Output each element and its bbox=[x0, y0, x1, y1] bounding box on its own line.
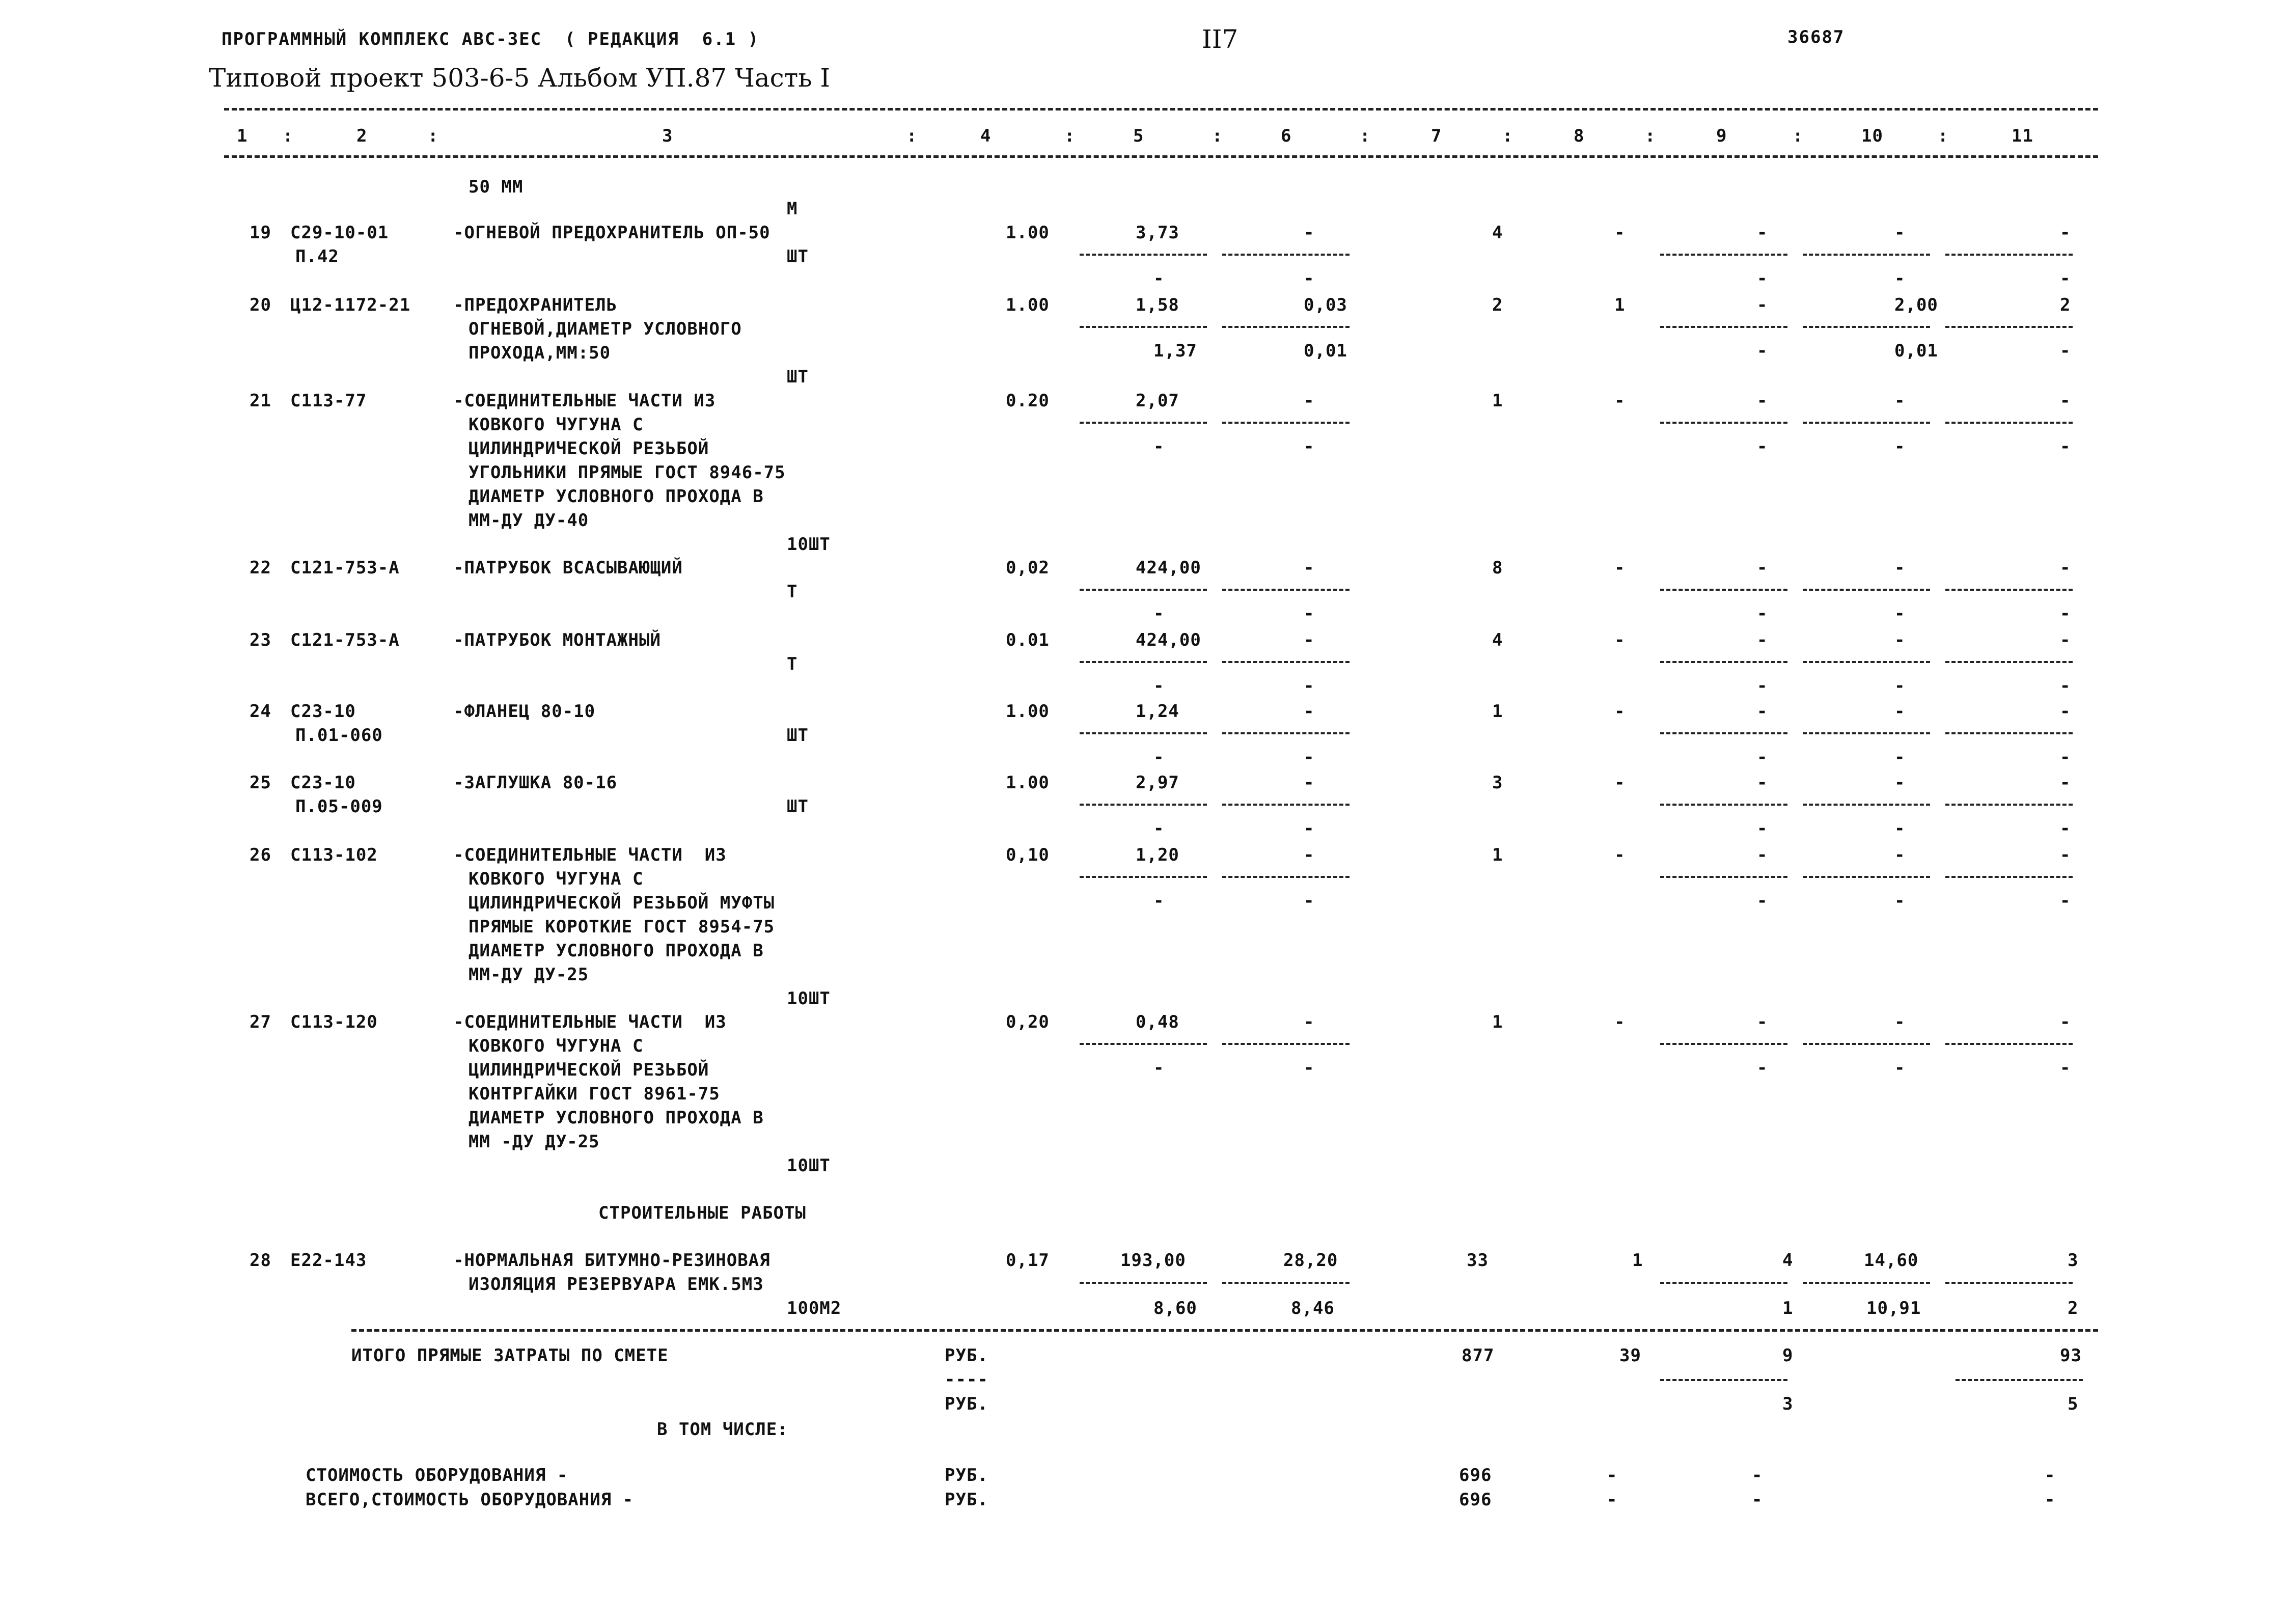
row-c6: - bbox=[1304, 223, 1315, 243]
row-code: С23-10 bbox=[290, 773, 356, 793]
separator bbox=[1803, 589, 1930, 591]
totals-currency: РУБ. bbox=[945, 1394, 988, 1414]
row-sub-c10: - bbox=[1894, 747, 1906, 767]
row-c7: 33 bbox=[1467, 1250, 1489, 1271]
col-header-5: 5 bbox=[1133, 126, 1144, 146]
separator bbox=[1080, 804, 1207, 806]
row-sub-c9: - bbox=[1757, 603, 1768, 624]
col-sep: : bbox=[1212, 126, 1223, 146]
row-description-line: ЦИЛИНДРИЧЕСКОЙ РЕЗЬБОЙ bbox=[469, 1060, 709, 1080]
row-unit: 10ШТ bbox=[787, 1155, 831, 1176]
row-description-line: ПРЯМЫЕ КОРОТКИЕ ГОСТ 8954-75 bbox=[469, 917, 775, 937]
row-description-line: -СОЕДИНИТЕЛЬНЫЕ ЧАСТИ ИЗ bbox=[453, 1012, 727, 1032]
separator bbox=[1222, 422, 1350, 424]
row-sub-c10: - bbox=[1894, 676, 1906, 696]
row-sub-c10: - bbox=[1894, 268, 1906, 289]
row-c5: 424,00 bbox=[1136, 558, 1201, 578]
row-sub-c11: - bbox=[2060, 747, 2071, 767]
row-c8: - bbox=[1614, 391, 1626, 411]
document-code: 36687 bbox=[1787, 27, 1845, 47]
separator bbox=[1945, 876, 2073, 878]
col-header-11: 11 bbox=[2012, 126, 2033, 146]
totals-sub-c11: 5 bbox=[2068, 1394, 2079, 1414]
row-sub-c9: - bbox=[1757, 891, 1768, 911]
row-description-line: ММ-ДУ ДУ-40 bbox=[469, 510, 589, 531]
row-c5: 1,58 bbox=[1136, 295, 1179, 315]
separator bbox=[1080, 1043, 1207, 1045]
row-c8: - bbox=[1614, 845, 1626, 865]
row-c11: 3 bbox=[2068, 1250, 2079, 1271]
row-description-line: -ПРЕДОХРАНИТЕЛЬ bbox=[453, 295, 618, 315]
row-unit: Т bbox=[787, 582, 798, 602]
separator bbox=[1660, 1379, 1787, 1381]
row-sub-c11: 2 bbox=[2068, 1298, 2079, 1318]
row-description-line: ЦИЛИНДРИЧЕСКОЙ РЕЗЬБОЙ МУФТЫ bbox=[469, 893, 775, 913]
separator bbox=[1803, 732, 1930, 734]
row-qty: 0,17 bbox=[1006, 1250, 1050, 1271]
row-c11: - bbox=[2060, 223, 2071, 243]
row-c7: 1 bbox=[1492, 701, 1503, 722]
row-c10: - bbox=[1894, 1012, 1906, 1032]
row-c8: 1 bbox=[1614, 295, 1626, 315]
separator bbox=[1803, 804, 1930, 806]
row-c7: 4 bbox=[1492, 630, 1503, 650]
row-c6: - bbox=[1304, 701, 1315, 722]
row-c7: 1 bbox=[1492, 845, 1503, 865]
row-sub-c10: 0,01 bbox=[1894, 341, 1938, 361]
row-c7: 8 bbox=[1492, 558, 1503, 578]
row-sub-c5: 1,37 bbox=[1153, 341, 1197, 361]
row-qty: 1.00 bbox=[1006, 773, 1050, 793]
separator bbox=[1080, 589, 1207, 591]
row-description-line: ИЗОЛЯЦИЯ РЕЗЕРВУАРА ЕМК.5М3 bbox=[469, 1274, 764, 1295]
row-description-line: -ЗАГЛУШКА 80-16 bbox=[453, 773, 618, 793]
row-c10: - bbox=[1894, 558, 1906, 578]
row-description-line: ДИАМЕТР УСЛОВНОГО ПРОХОДА В bbox=[469, 1108, 764, 1128]
col-sep: : bbox=[1938, 126, 1949, 146]
equipment-cost-c8: - bbox=[1607, 1465, 1618, 1485]
col-sep: : bbox=[428, 126, 439, 146]
row-code-secondary: П.01-060 bbox=[295, 725, 383, 746]
separator bbox=[1222, 1282, 1350, 1284]
row-qty: 0,02 bbox=[1006, 558, 1050, 578]
equipment-cost-c9: - bbox=[1752, 1465, 1763, 1485]
row-c9: - bbox=[1757, 558, 1768, 578]
separator bbox=[1660, 1282, 1787, 1284]
row-c5: 2,97 bbox=[1136, 773, 1179, 793]
row-number: 28 bbox=[250, 1250, 271, 1271]
row-description-line: ММ -ДУ ДУ-25 bbox=[469, 1132, 600, 1152]
row-c5: 3,73 bbox=[1136, 223, 1179, 243]
row-description-line: -СОЕДИНИТЕЛЬНЫЕ ЧАСТИ ИЗ bbox=[453, 391, 716, 411]
row-sub-c5: - bbox=[1153, 268, 1165, 289]
row-c7: 2 bbox=[1492, 295, 1503, 315]
col-sep: : bbox=[283, 126, 294, 146]
separator bbox=[1080, 876, 1207, 878]
row-c10: 2,00 bbox=[1894, 295, 1938, 315]
row-c6: 28,20 bbox=[1283, 1250, 1338, 1271]
col-header-6: 6 bbox=[1281, 126, 1292, 146]
row-c8: - bbox=[1614, 701, 1626, 722]
row-c11: - bbox=[2060, 558, 2071, 578]
row-description-line: -НОРМАЛЬНАЯ БИТУМНО-РЕЗИНОВАЯ bbox=[453, 1250, 770, 1271]
row-description-line: ДИАМЕТР УСЛОВНОГО ПРОХОДА В bbox=[469, 486, 764, 507]
row-c9: - bbox=[1757, 773, 1768, 793]
row-qty: 0,20 bbox=[1006, 1012, 1050, 1032]
row-unit: ШТ bbox=[787, 796, 809, 817]
total-equipment-cost-c11: - bbox=[2045, 1490, 2056, 1510]
row-sub-c5: - bbox=[1153, 747, 1165, 767]
row-c10: - bbox=[1894, 701, 1906, 722]
row-code: С113-102 bbox=[290, 845, 378, 865]
col-sep: : bbox=[1502, 126, 1513, 146]
row-sub-c9: - bbox=[1757, 818, 1768, 839]
row-unit: 10ШТ bbox=[787, 988, 831, 1009]
row-c8: - bbox=[1614, 223, 1626, 243]
row-code-secondary: П.05-009 bbox=[295, 796, 383, 817]
program-title: ПРОГРАММНЫЙ КОМПЛЕКС АВС-ЗЕС ( РЕДАКЦИЯ 6.1 ) bbox=[222, 29, 760, 49]
separator bbox=[1222, 589, 1350, 591]
row-description-line: КОНТРГАЙКИ ГОСТ 8961-75 bbox=[469, 1084, 720, 1104]
row-description-line: -ФЛАНЕЦ 80-10 bbox=[453, 701, 596, 722]
row-number: 24 bbox=[250, 701, 271, 722]
row-c8: 1 bbox=[1632, 1250, 1643, 1271]
row-c6: - bbox=[1304, 1012, 1315, 1032]
row-c10: - bbox=[1894, 391, 1906, 411]
col-header-4: 4 bbox=[980, 126, 992, 146]
row-code: С29-10-01 bbox=[290, 223, 389, 243]
separator bbox=[1803, 1282, 1930, 1284]
row-c7: 1 bbox=[1492, 391, 1503, 411]
separator bbox=[1945, 1043, 2073, 1045]
row-c6: - bbox=[1304, 773, 1315, 793]
row-c10: - bbox=[1894, 223, 1906, 243]
row-sub-c6: - bbox=[1304, 891, 1315, 911]
separator bbox=[1222, 732, 1350, 734]
row-sub-c11: - bbox=[2060, 818, 2071, 839]
row-description-line: ЦИЛИНДРИЧЕСКОЙ РЕЗЬБОЙ bbox=[469, 438, 709, 459]
total-equipment-cost-currency: РУБ. bbox=[945, 1490, 988, 1510]
page-number: II7 bbox=[1202, 24, 1238, 54]
row-c9: - bbox=[1757, 845, 1768, 865]
totals-currency: РУБ. bbox=[945, 1345, 988, 1366]
separator bbox=[1660, 661, 1787, 663]
row-c7: 3 bbox=[1492, 773, 1503, 793]
row-description-line: ОГНЕВОЙ,ДИАМЕТР УСЛОВНОГО bbox=[469, 319, 742, 339]
row-qty: 0,10 bbox=[1006, 845, 1050, 865]
row-c11: - bbox=[2060, 773, 2071, 793]
row-c5: 424,00 bbox=[1136, 630, 1201, 650]
row-code-secondary: П.42 bbox=[295, 246, 339, 267]
total-equipment-cost-c8: - bbox=[1607, 1490, 1618, 1510]
separator bbox=[1222, 876, 1350, 878]
row-sub-c6: - bbox=[1304, 1058, 1315, 1078]
separator bbox=[1945, 661, 2073, 663]
row-c5: 2,07 bbox=[1136, 391, 1179, 411]
total-equipment-cost-c7: 696 bbox=[1459, 1490, 1492, 1510]
row-c5: 1,20 bbox=[1136, 845, 1179, 865]
row-number: 25 bbox=[250, 773, 271, 793]
including-label: В ТОМ ЧИСЛЕ: bbox=[657, 1419, 788, 1440]
row-c6: - bbox=[1304, 845, 1315, 865]
row-unit: ШТ bbox=[787, 367, 809, 387]
row-sub-c9: - bbox=[1757, 676, 1768, 696]
row-c9: - bbox=[1757, 630, 1768, 650]
row-code: С113-77 bbox=[290, 391, 367, 411]
carry-over-unit: М bbox=[787, 199, 798, 219]
row-c11: - bbox=[2060, 701, 2071, 722]
separator bbox=[1945, 1282, 2073, 1284]
row-number: 21 bbox=[250, 391, 271, 411]
row-c8: - bbox=[1614, 773, 1626, 793]
row-sub-c6: 8,46 bbox=[1291, 1298, 1335, 1318]
row-code: С113-120 bbox=[290, 1012, 378, 1032]
row-c9: - bbox=[1757, 1012, 1768, 1032]
row-description-line: ММ-ДУ ДУ-25 bbox=[469, 965, 589, 985]
totals-label: ИТОГО ПРЯМЫЕ ЗАТРАТЫ ПО СМЕТЕ bbox=[351, 1345, 669, 1366]
row-c5: 1,24 bbox=[1136, 701, 1179, 722]
row-c10: - bbox=[1894, 845, 1906, 865]
separator bbox=[1080, 661, 1207, 663]
row-c5: 0,48 bbox=[1136, 1012, 1179, 1032]
col-sep: : bbox=[906, 126, 918, 146]
row-sub-c5: - bbox=[1153, 603, 1165, 624]
row-sub-c6: - bbox=[1304, 676, 1315, 696]
row-sub-c5: - bbox=[1153, 1058, 1165, 1078]
row-sub-c6: - bbox=[1304, 818, 1315, 839]
col-header-8: 8 bbox=[1574, 126, 1585, 146]
row-sub-c10: - bbox=[1894, 891, 1906, 911]
separator bbox=[1803, 661, 1930, 663]
row-description-line: КОВКОГО ЧУГУНА С bbox=[469, 869, 644, 889]
row-sub-c5: - bbox=[1153, 818, 1165, 839]
carry-over-text: 50 ММ bbox=[469, 177, 524, 197]
row-c9: - bbox=[1757, 223, 1768, 243]
row-c9: - bbox=[1757, 701, 1768, 722]
section-title: СТРОИТЕЛЬНЫЕ РАБОТЫ bbox=[598, 1203, 806, 1223]
row-code: Е22-143 bbox=[290, 1250, 367, 1271]
row-c10: - bbox=[1894, 630, 1906, 650]
separator bbox=[1945, 326, 2073, 328]
total-equipment-cost-label: ВСЕГО,СТОИМОСТЬ ОБОРУДОВАНИЯ - bbox=[306, 1490, 634, 1510]
col-header-9: 9 bbox=[1716, 126, 1727, 146]
row-c11: - bbox=[2060, 1012, 2071, 1032]
row-c11: 2 bbox=[2060, 295, 2071, 315]
row-sub-c9: - bbox=[1757, 341, 1768, 361]
separator bbox=[1945, 254, 2073, 256]
row-description-line: ПРОХОДА,ММ:50 bbox=[469, 343, 611, 363]
row-description-line: ДИАМЕТР УСЛОВНОГО ПРОХОДА В bbox=[469, 941, 764, 961]
col-header-7: 7 bbox=[1431, 126, 1442, 146]
separator bbox=[1080, 1282, 1207, 1284]
totals-rule bbox=[351, 1329, 2098, 1332]
row-qty: 1.00 bbox=[1006, 701, 1050, 722]
row-sub-c11: - bbox=[2060, 341, 2071, 361]
row-c7: 1 bbox=[1492, 1012, 1503, 1032]
row-c8: - bbox=[1614, 1012, 1626, 1032]
row-description-line: -ПАТРУБОК МОНТАЖНЫЙ bbox=[453, 630, 661, 650]
row-sub-c5: - bbox=[1153, 891, 1165, 911]
header-rule bbox=[224, 155, 2098, 158]
row-c6: - bbox=[1304, 630, 1315, 650]
row-description-line: КОВКОГО ЧУГУНА С bbox=[469, 1036, 644, 1056]
col-sep: : bbox=[1360, 126, 1371, 146]
row-sub-c9: 1 bbox=[1782, 1298, 1794, 1318]
row-sub-c6: - bbox=[1304, 747, 1315, 767]
row-sub-c11: - bbox=[2060, 676, 2071, 696]
separator bbox=[1803, 326, 1930, 328]
row-unit: Т bbox=[787, 654, 798, 674]
separator bbox=[1222, 1043, 1350, 1045]
row-sub-c6: - bbox=[1304, 603, 1315, 624]
row-qty: 0.20 bbox=[1006, 391, 1050, 411]
equipment-cost-label: СТОИМОСТЬ ОБОРУДОВАНИЯ - bbox=[306, 1465, 568, 1485]
equipment-cost-c11: - bbox=[2045, 1465, 2056, 1485]
row-sub-c5: - bbox=[1153, 436, 1165, 457]
separator bbox=[1222, 254, 1350, 256]
row-c8: - bbox=[1614, 558, 1626, 578]
row-sub-c9: - bbox=[1757, 436, 1768, 457]
row-c10: - bbox=[1894, 773, 1906, 793]
row-description-line: -ОГНЕВОЙ ПРЕДОХРАНИТЕЛЬ ОП-50 bbox=[453, 223, 770, 243]
col-header-2: 2 bbox=[356, 126, 368, 146]
separator bbox=[1945, 589, 2073, 591]
row-sub-c9: - bbox=[1757, 268, 1768, 289]
row-sub-c6: - bbox=[1304, 436, 1315, 457]
row-c6: - bbox=[1304, 558, 1315, 578]
totals-sub-c9: 3 bbox=[1782, 1394, 1794, 1414]
row-number: 23 bbox=[250, 630, 271, 650]
equipment-cost-c7: 696 bbox=[1459, 1465, 1492, 1485]
separator bbox=[1080, 326, 1207, 328]
row-c11: - bbox=[2060, 391, 2071, 411]
row-c6: - bbox=[1304, 391, 1315, 411]
row-c6: 0,03 bbox=[1304, 295, 1347, 315]
separator bbox=[1803, 422, 1930, 424]
row-qty: 1.00 bbox=[1006, 223, 1050, 243]
separator bbox=[1660, 422, 1787, 424]
separator bbox=[1945, 732, 2073, 734]
row-sub-c5: 8,60 bbox=[1153, 1298, 1197, 1318]
row-sub-c11: - bbox=[2060, 1058, 2071, 1078]
separator bbox=[1660, 1043, 1787, 1045]
row-sub-c10: - bbox=[1894, 1058, 1906, 1078]
row-unit: 10ШТ bbox=[787, 534, 831, 555]
row-unit: 100М2 bbox=[787, 1298, 842, 1318]
project-title: Типовой проект 503-6-5 Альбом УП.87 Часть I bbox=[209, 63, 831, 93]
row-c8: - bbox=[1614, 630, 1626, 650]
col-header-1: 1 bbox=[237, 126, 248, 146]
totals-dashes: ---- bbox=[945, 1369, 988, 1390]
separator bbox=[1660, 589, 1787, 591]
row-unit: ШТ bbox=[787, 246, 809, 267]
row-c9: 4 bbox=[1782, 1250, 1794, 1271]
separator bbox=[1222, 326, 1350, 328]
row-description-line: УГОЛЬНИКИ ПРЯМЫЕ ГОСТ 8946-75 bbox=[469, 462, 786, 483]
separator bbox=[1803, 254, 1930, 256]
row-unit: ШТ bbox=[787, 725, 809, 746]
col-header-10: 10 bbox=[1861, 126, 1883, 146]
separator bbox=[1222, 804, 1350, 806]
col-sep: : bbox=[1793, 126, 1804, 146]
row-sub-c5: - bbox=[1153, 676, 1165, 696]
col-header-3: 3 bbox=[662, 126, 673, 146]
row-c5: 193,00 bbox=[1120, 1250, 1186, 1271]
row-qty: 1.00 bbox=[1006, 295, 1050, 315]
separator bbox=[1945, 422, 2073, 424]
row-description-line: КОВКОГО ЧУГУНА С bbox=[469, 415, 644, 435]
row-number: 20 bbox=[250, 295, 271, 315]
row-sub-c11: - bbox=[2060, 603, 2071, 624]
row-sub-c6: 0,01 bbox=[1304, 341, 1347, 361]
row-number: 22 bbox=[250, 558, 271, 578]
separator bbox=[1660, 876, 1787, 878]
separator bbox=[1660, 254, 1787, 256]
top-rule bbox=[224, 108, 2098, 111]
totals-c7: 877 bbox=[1462, 1345, 1495, 1366]
row-c9: - bbox=[1757, 391, 1768, 411]
separator bbox=[1945, 804, 2073, 806]
row-code: Ц12-1172-21 bbox=[290, 295, 411, 315]
row-sub-c10: - bbox=[1894, 436, 1906, 457]
row-number: 19 bbox=[250, 223, 271, 243]
row-sub-c10: - bbox=[1894, 603, 1906, 624]
total-equipment-cost-c9: - bbox=[1752, 1490, 1763, 1510]
row-number: 26 bbox=[250, 845, 271, 865]
row-sub-c9: - bbox=[1757, 1058, 1768, 1078]
row-description-line: -ПАТРУБОК ВСАСЫВАЮЩИЙ bbox=[453, 558, 683, 578]
separator bbox=[1080, 732, 1207, 734]
row-sub-c11: - bbox=[2060, 268, 2071, 289]
row-qty: 0.01 bbox=[1006, 630, 1050, 650]
row-number: 27 bbox=[250, 1012, 271, 1032]
row-sub-c11: - bbox=[2060, 891, 2071, 911]
separator bbox=[1080, 422, 1207, 424]
row-sub-c10: - bbox=[1894, 818, 1906, 839]
row-c7: 4 bbox=[1492, 223, 1503, 243]
row-c9: - bbox=[1757, 295, 1768, 315]
separator bbox=[1803, 1043, 1930, 1045]
row-c11: - bbox=[2060, 845, 2071, 865]
separator bbox=[1660, 804, 1787, 806]
col-sep: : bbox=[1064, 126, 1076, 146]
row-sub-c11: - bbox=[2060, 436, 2071, 457]
row-sub-c10: 10,91 bbox=[1866, 1298, 1921, 1318]
row-c10: 14,60 bbox=[1864, 1250, 1919, 1271]
separator bbox=[1080, 254, 1207, 256]
row-code: С121-753-А bbox=[290, 558, 400, 578]
separator bbox=[1956, 1379, 2083, 1381]
row-description-line: -СОЕДИНИТЕЛЬНЫЕ ЧАСТИ ИЗ bbox=[453, 845, 727, 865]
equipment-cost-currency: РУБ. bbox=[945, 1465, 988, 1485]
row-code: С23-10 bbox=[290, 701, 356, 722]
row-sub-c6: - bbox=[1304, 268, 1315, 289]
row-c11: - bbox=[2060, 630, 2071, 650]
separator bbox=[1803, 876, 1930, 878]
totals-c9: 9 bbox=[1782, 1345, 1794, 1366]
totals-c8: 39 bbox=[1619, 1345, 1641, 1366]
separator bbox=[1222, 661, 1350, 663]
separator bbox=[1660, 326, 1787, 328]
row-code: С121-753-А bbox=[290, 630, 400, 650]
separator bbox=[1660, 732, 1787, 734]
row-sub-c9: - bbox=[1757, 747, 1768, 767]
totals-c11: 93 bbox=[2060, 1345, 2082, 1366]
col-sep: : bbox=[1645, 126, 1656, 146]
